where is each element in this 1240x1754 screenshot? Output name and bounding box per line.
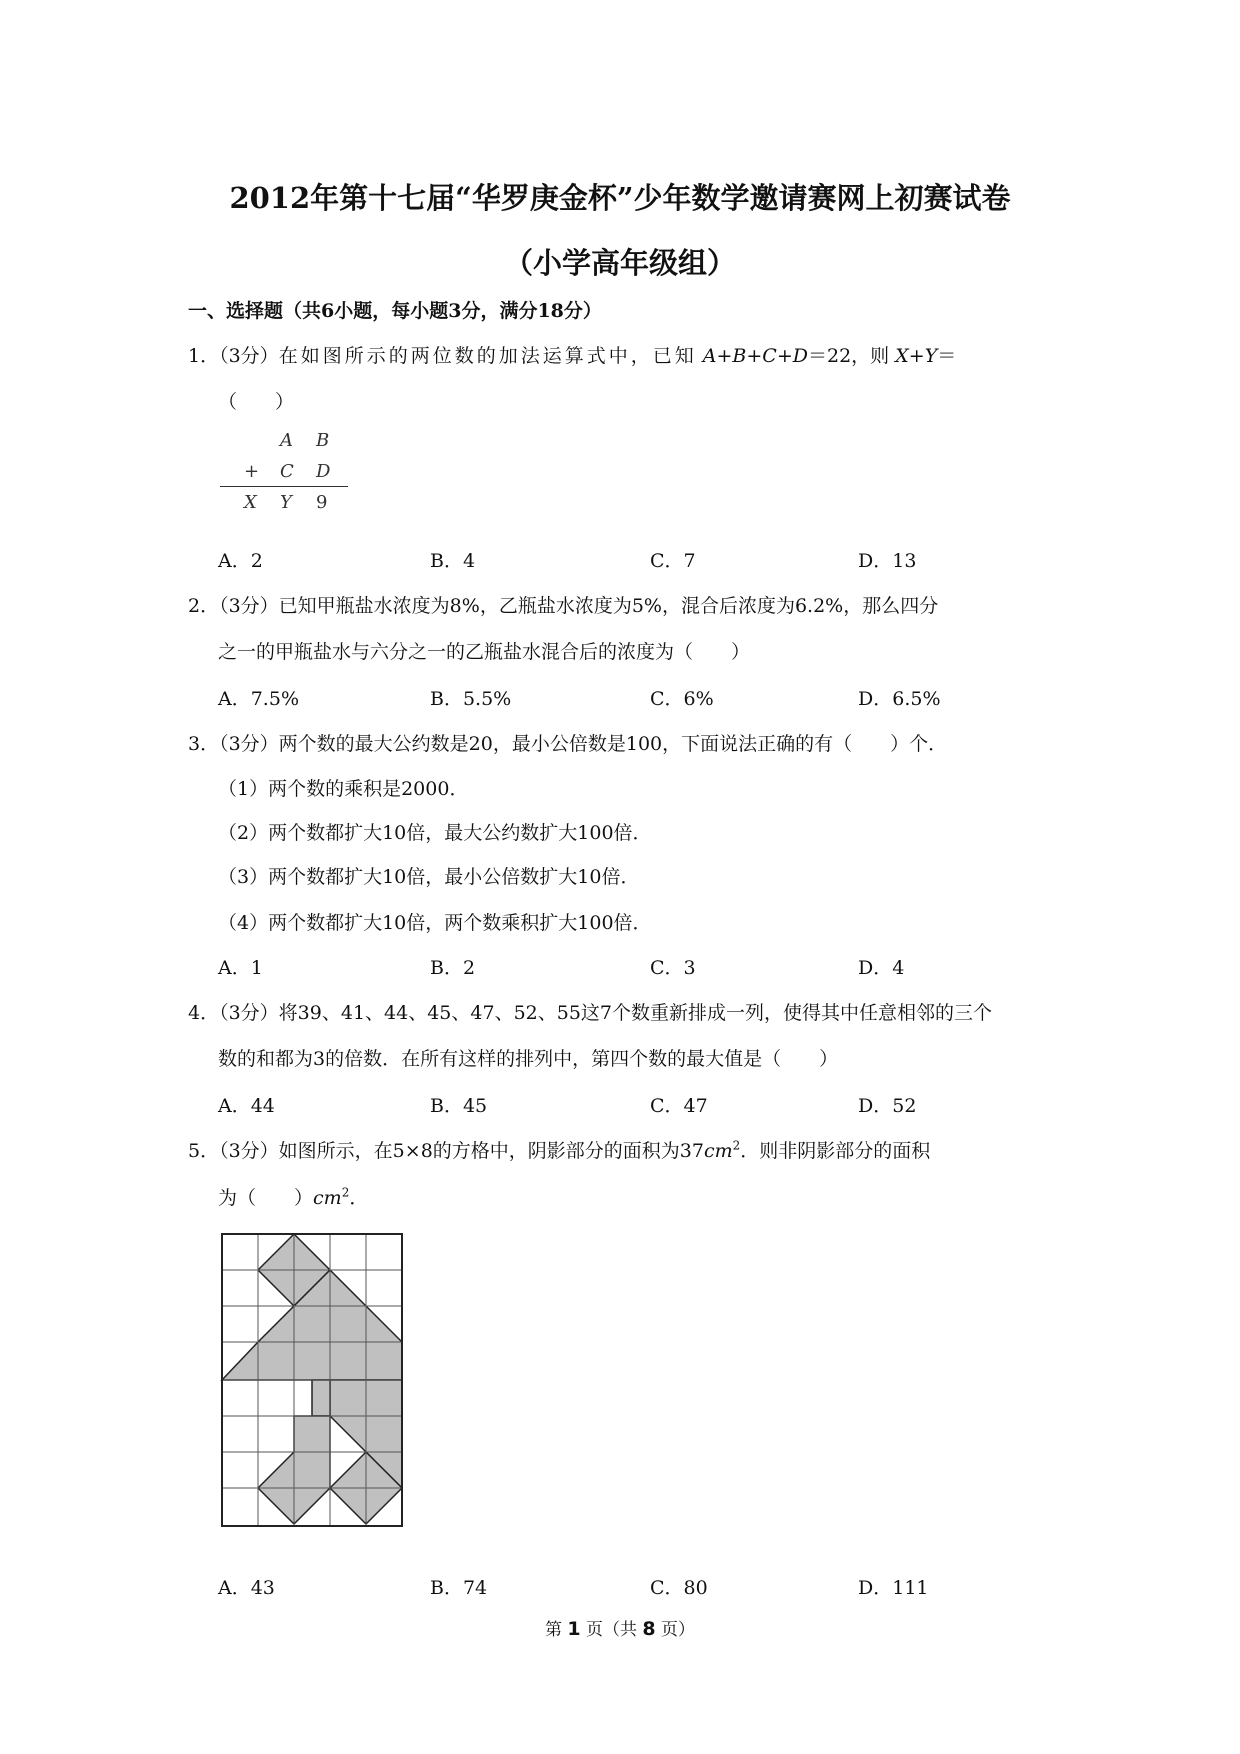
plus: +: [716, 345, 733, 367]
option-d: D．52: [858, 1095, 917, 1117]
statement-3: （3）两个数都扩大10倍，最小公倍数扩大10倍．: [218, 866, 640, 888]
digit-9: 9: [316, 492, 328, 513]
question-5-line1: [188, 1136, 930, 1163]
option-c: C．80: [650, 1577, 708, 1599]
question-2-line1: [188, 591, 938, 618]
statement-1: （1）两个数的乘积是2000．: [218, 778, 469, 800]
question-1-line1: [188, 341, 956, 368]
shaded-connector: [312, 1380, 330, 1416]
equals-value: ＝22，则: [808, 345, 890, 367]
question-5-line2: [218, 1183, 368, 1210]
equals: ＝: [937, 345, 957, 367]
footer-total-pages: 8: [642, 1618, 656, 1640]
option-c: C．7: [650, 550, 696, 572]
plus: +: [908, 345, 925, 367]
option-c: C．3: [650, 957, 696, 979]
question-text: （3分）将39、41、44、45、47、52、55这7个数重新排成一列，使得其中任意相邻的三个: [219, 1002, 993, 1024]
page-footer: [0, 1615, 1240, 1640]
digit-d: D: [316, 461, 331, 482]
unit-exponent: 2: [341, 1185, 350, 1200]
statement-4: （4）两个数都扩大10倍，两个数乘积扩大100倍．: [218, 912, 652, 934]
option-b: B．74: [430, 1577, 488, 1599]
var-y: Y: [924, 345, 938, 367]
question-text: （3分）已知甲瓶盐水浓度为8%，乙瓶盐水浓度为5%，混合后浓度为6.2%，那么四分: [219, 595, 939, 617]
option-a: A．1: [218, 957, 263, 979]
footer-prefix: 第: [544, 1620, 562, 1640]
option-b: B．45: [430, 1095, 488, 1117]
digit-a: A: [280, 430, 293, 451]
option-a: A．7.5%: [218, 688, 299, 710]
question-text: 为（ ）: [218, 1187, 314, 1209]
option-d: D．6.5%: [858, 688, 941, 710]
title-line1: 2012年第十七届“华罗庚金杯”少年数学邀请赛网上初赛试卷: [229, 181, 1011, 215]
sum-line: [220, 486, 348, 487]
digit-c: C: [280, 461, 294, 482]
question-4-line1: [188, 998, 992, 1025]
plus: +: [776, 345, 793, 367]
question-number: 4．: [188, 1002, 220, 1024]
var-a: A: [702, 345, 717, 367]
question-text: ．: [349, 1187, 369, 1209]
question-number: 2．: [188, 595, 220, 617]
plus-sign: +: [244, 461, 260, 482]
question-text: 在如图所示的两位数的加法运算式中，已知: [278, 345, 697, 367]
addition-figure: [218, 428, 358, 518]
question-score: （3分）: [219, 345, 279, 367]
question-number: 1．: [188, 345, 220, 367]
title-line2: （小学高年级组）: [503, 246, 736, 280]
option-a: A．2: [218, 550, 263, 572]
statement-2: （2）两个数都扩大10倍，最大公约数扩大100倍．: [218, 822, 652, 844]
question-number: 3．: [188, 733, 220, 755]
question-4-line2: 数的和都为3的倍数．在所有这样的排列中，第四个数的最大值是（ ）: [218, 1048, 839, 1070]
footer-suffix: 页）: [661, 1620, 696, 1640]
option-d: D．4: [858, 957, 905, 979]
unit-exponent: 2: [732, 1138, 741, 1153]
option-c: C．6%: [650, 688, 714, 710]
question-text: （3分）如图所示，在5×8的方格中，阴影部分的面积为37: [219, 1140, 704, 1162]
unit-cm: cm: [313, 1187, 342, 1209]
option-a: A．44: [218, 1095, 275, 1117]
option-b: B．5.5%: [430, 688, 512, 710]
option-d: D．111: [858, 1577, 929, 1599]
var-x: X: [895, 345, 909, 367]
question-text: ．则非阴影部分的面积: [740, 1140, 931, 1162]
digit-x: X: [244, 492, 257, 513]
plus: +: [746, 345, 763, 367]
section-heading: 一、选择题（共6小题，每小题3分，满分18分）: [188, 300, 602, 322]
footer-mid: 页（共: [586, 1620, 637, 1640]
footer-page-number: 1: [567, 1618, 581, 1640]
var-c: C: [762, 345, 777, 367]
option-b: B．2: [430, 957, 476, 979]
unit-cm: cm: [703, 1140, 733, 1162]
question-3-line1: [188, 729, 947, 756]
digit-y: Y: [280, 492, 292, 513]
option-c: C．47: [650, 1095, 708, 1117]
option-a: A．43: [218, 1577, 275, 1599]
question-text: （3分）两个数的最大公约数是20，最小公倍数是100，下面说法正确的有（ ）个．: [219, 733, 948, 755]
var-d: D: [792, 345, 808, 367]
option-d: D．13: [858, 550, 917, 572]
var-b: B: [732, 345, 747, 367]
digit-b: B: [316, 430, 330, 451]
grid-figure: [220, 1232, 404, 1528]
question-number: 5．: [188, 1140, 220, 1162]
option-b: B．4: [430, 550, 476, 572]
question-2-line2: 之一的甲瓶盐水与六分之一的乙瓶盐水混合后的浓度为（ ）: [218, 641, 751, 663]
question-1-blank: （ ）: [218, 391, 295, 413]
